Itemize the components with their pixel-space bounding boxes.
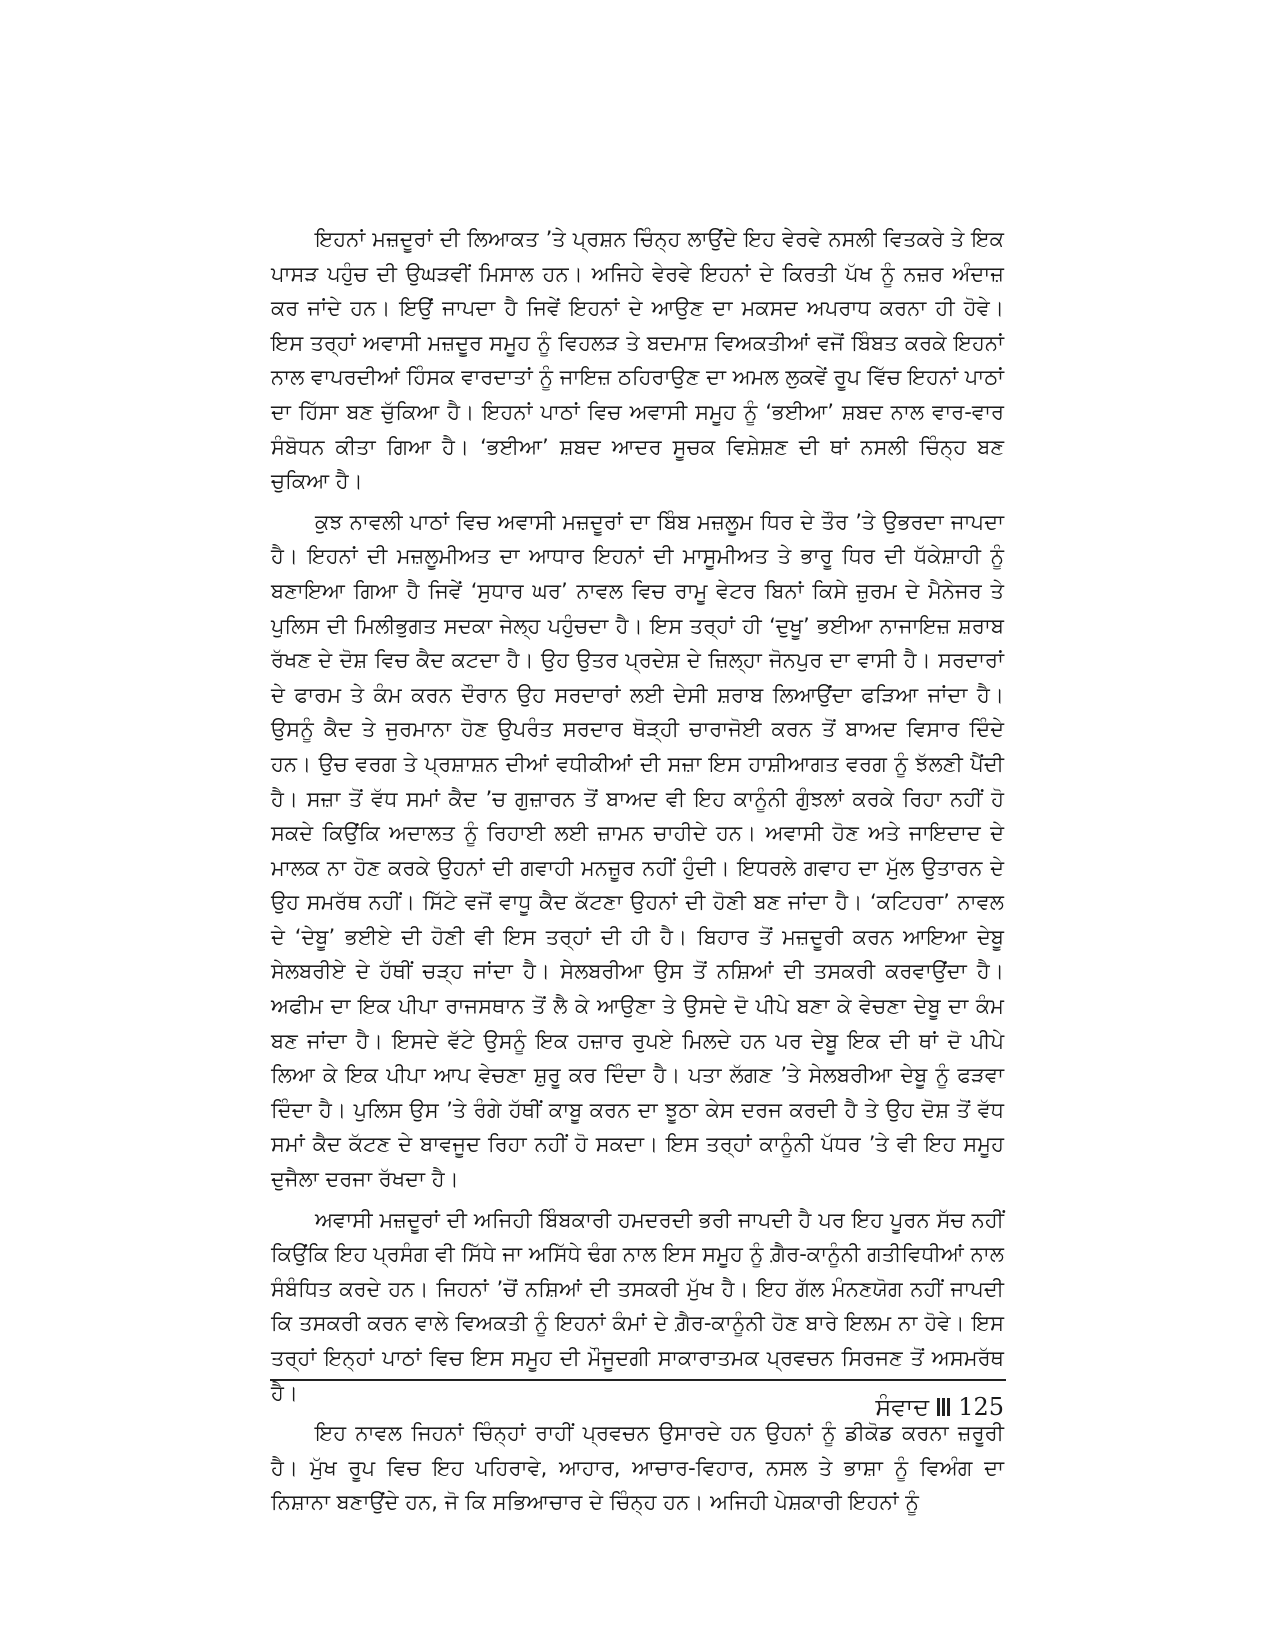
footer-divider xyxy=(270,1379,1006,1381)
page-number: 125 xyxy=(958,1393,1004,1421)
paragraph: ਇਹਨਾਂ ਮਜ਼ਦੂਰਾਂ ਦੀ ਲਿਆਕਤ ’ਤੇ ਪ੍ਰਸ਼ਨ ਚਿੰਨ੍ਹ ਲਾਉਂਦੇ ਇਹ ਵੇਰਵੇ ਨਸਲੀ ਵਿਤਕਰੇ ਤੇ ਇਕ ਪਾਸੜ ਪਹੁੰਚ ਦੀ ਉਘੜਵੀਂ ਮਿਸਾਲ ਹਨ। ਅਜਿਹੇ ਵੇਰਵੇ ਇਹਨਾਂ ਦੇ ਕਿਰਤੀ ਪੱਖ ਨੂੰ ਨਜ਼ਰ ਅੰਦਾਜ਼ ਕਰ ਜਾਂਦੇ ਹਨ। ਇਉਂ ਜਾਪਦਾ ਹੈ ਜਿਵੇਂ ਇਹਨਾਂ ਦੇ ਆਉਣ ਦਾ ਮਕਸਦ ਅਪਰਾਧ ਕਰਨਾ ਹੀ ਹੋਵੇ। ਇਸ ਤਰ੍ਹਾਂ ਅਵਾਸੀ ਮਜ਼ਦੂਰ ਸਮੂਹ ਨੂੰ ਵਿਹਲੜ ਤੇ ਬਦਮਾਸ਼ ਵਿਅਕਤੀਆਂ ਵਜੋਂ ਬਿੰਬਤ ਕਰਕੇ ਇਹਨਾਂ ਨਾਲ ਵਾਪਰਦੀਆਂ ਹਿੰਸਕ ਵਾਰਦਾਤਾਂ ਨੂੰ ਜਾਇਜ਼ ਠਹਿਰਾਉਣ ਦਾ ਅਮਲ ਲੁਕਵੇਂ ਰੂਪ ਵਿੱਚ ਇਹਨਾਂ ਪਾਠਾਂ ਦਾ ਹਿੱਸਾ ਬਣ ਚੁੱਕਿਆ ਹੈ। ਇਹਨਾਂ ਪਾਠਾਂ ਵਿਚ ਅਵਾਸੀ ਸਮੂਹ ਨੂੰ ‘ਭਈਆ’ ਸ਼ਬਦ ਨਾਲ ਵਾਰ-ਵਾਰ ਸੰਬੋਧਨ ਕੀਤਾ ਗਿਆ ਹੈ। ‘ਭਈਆ’ ਸ਼ਬਦ ਆਦਰ ਸੂਚਕ ਵਿਸ਼ੇਸ਼ਣ ਦੀ ਥਾਂ ਨਸਲੀ ਚਿੰਨ੍ਹ ਬਣ ਚੁਕਿਆ ਹੈ। xyxy=(271,227,1004,494)
body-text xyxy=(271,222,1004,1526)
paragraph: ਇਹ ਨਾਵਲ ਜਿਹਨਾਂ ਚਿੰਨ੍ਹਾਂ ਰਾਹੀਂ ਪ੍ਰਵਚਨ ਉਸਾਰਦੇ ਹਨ ਉਹਨਾਂ ਨੂੰ ਡੀਕੋਡ ਕਰਨਾ ਜ਼ਰੂਰੀ ਹੈ। ਮੁੱਖ ਰੂਪ ਵਿਚ ਇਹ ਪਹਿਰਾਵੇ, ਆਹਾਰ, ਆਚਾਰ-ਵਿਹਾਰ, ਨਸਲ ਤੇ ਭਾਸ਼ਾ ਨੂੰ ਵਿਅੰਗ ਦਾ ਨਿਸ਼ਾਨਾ ਬਣਾਉਂਦੇ ਹਨ, ਜੋ ਕਿ ਸਭਿਆਚਾਰ ਦੇ ਚਿੰਨ੍ਹ ਹਨ। ਅਜਿਹੀ ਪੇਸ਼ਕਾਰੀ ਇਹਨਾਂ ਨੂੰ xyxy=(271,1421,1004,1515)
paragraph: ਅਵਾਸੀ ਮਜ਼ਦੂਰਾਂ ਦੀ ਅਜਿਹੀ ਬਿੰਬਕਾਰੀ ਹਮਦਰਦੀ ਭਰੀ ਜਾਪਦੀ ਹੈ ਪਰ ਇਹ ਪੂਰਨ ਸੱਚ ਨਹੀਂ ਕਿਉਂਕਿ ਇਹ ਪ੍ਰਸੰਗ ਵੀ ਸਿੱਧੇ ਜਾ ਅਸਿੱਧੇ ਢੰਗ ਨਾਲ ਇਸ ਸਮੂਹ ਨੂੰ ਗ਼ੈਰ-ਕਾਨੂੰਨੀ ਗਤੀਵਿਧੀਆਂ ਨਾਲ ਸੰਬੰਧਿਤ ਕਰਦੇ ਹਨ। ਜਿਹਨਾਂ ’ਚੋਂ ਨਸ਼ਿਆਂ ਦੀ ਤਸਕਰੀ ਮੁੱਖ ਹੈ। ਇਹ ਗੱਲ ਮੰਨਣਯੋਗ ਨਹੀਂ ਜਾਪਦੀ ਕਿ ਤਸਕਰੀ ਕਰਨ ਵਾਲੇ ਵਿਅਕਤੀ ਨੂੰ ਇਹਨਾਂ ਕੰਮਾਂ ਦੇ ਗ਼ੈਰ-ਕਾਨੂੰਨੀ ਹੋਣ ਬਾਰੇ ਇਲਮ ਨਾ ਹੋਵੇ। ਇਸ ਤਰ੍ਹਾਂ ਇਨ੍ਹਾਂ ਪਾਠਾਂ ਵਿਚ ਇਸ ਸਮੂਹ ਦੀ ਮੌਜੂਦਗੀ ਸਾਕਾਰਾਤਮਕ ਪ੍ਰਵਚਨ ਸਿਰਜਣ ਤੋਂ ਅਸਮਰੱਥ ਹੈ। xyxy=(271,1207,1004,1405)
journal-name: ਸੰਵਾਦ xyxy=(875,1393,930,1421)
page-footer xyxy=(875,1392,1004,1422)
separator-bars-icon xyxy=(937,1398,950,1416)
paragraph: ਕੁਝ ਨਾਵਲੀ ਪਾਠਾਂ ਵਿਚ ਅਵਾਸੀ ਮਜ਼ਦੂਰਾਂ ਦਾ ਬਿੰਬ ਮਜ਼ਲੂਮ ਧਿਰ ਦੇ ਤੌਰ ’ਤੇ ਉਭਰਦਾ ਜਾਪਦਾ ਹੈ। ਇਹਨਾਂ ਦੀ ਮਜ਼ਲੂਮੀਅਤ ਦਾ ਆਧਾਰ ਇਹਨਾਂ ਦੀ ਮਾਸੂਮੀਅਤ ਤੇ ਭਾਰੂ ਧਿਰ ਦੀ ਧੱਕੇਸ਼ਾਹੀ ਨੂੰ ਬਣਾਇਆ ਗਿਆ ਹੈ ਜਿਵੇਂ ‘ਸੁਧਾਰ ਘਰ’ ਨਾਵਲ ਵਿਚ ਰਾਮੂ ਵੇਟਰ ਬਿਨਾਂ ਕਿਸੇ ਜ਼ੁਰਮ ਦੇ ਮੈਨੇਜਰ ਤੇ ਪੁਲਿਸ ਦੀ ਮਿਲੀਭੁਗਤ ਸਦਕਾ ਜੇਲ੍ਹ ਪਹੁੰਚਦਾ ਹੈ। ਇਸ ਤਰ੍ਹਾਂ ਹੀ ‘ਦੁਖੂ’ ਭਈਆ ਨਾਜਾਇਜ਼ ਸ਼ਰਾਬ ਰੱਖਣ ਦੇ ਦੋਸ਼ ਵਿਚ ਕੈਦ ਕਟਦਾ ਹੈ। ਉਹ ਉਤਰ ਪ੍ਰਦੇਸ਼ ਦੇ ਜ਼ਿਲ੍ਹਾ ਜੋਨਪੁਰ ਦਾ ਵਾਸੀ ਹੈ। ਸਰਦਾਰਾਂ ਦੇ ਫਾਰਮ ਤੇ ਕੰਮ ਕਰਨ ਦੌਰਾਨ ਉਹ ਸਰਦਾਰਾਂ ਲਈ ਦੇਸੀ ਸ਼ਰਾਬ ਲਿਆਉਂਦਾ ਫੜਿਆ ਜਾਂਦਾ ਹੈ। ਉਸਨੂੰ ਕੈਦ ਤੇ ਜੁਰਮਾਨਾ ਹੋਣ ਉਪਰੰਤ ਸਰਦਾਰ ਥੋੜ੍ਹੀ ਚਾਰਾਜੋਈ ਕਰਨ ਤੋਂ ਬਾਅਦ ਵਿਸਾਰ ਦਿੰਦੇ ਹਨ। ਉਚ ਵਰਗ ਤੇ ਪ੍ਰਸ਼ਾਸ਼ਨ ਦੀਆਂ ਵਧੀਕੀਆਂ ਦੀ ਸਜ਼ਾ ਇਸ ਹਾਸ਼ੀਆਗਤ ਵਰਗ ਨੂੰ ਝੱਲਣੀ ਪੈਂਦੀ ਹੈ। ਸਜ਼ਾ ਤੋਂ ਵੱਧ ਸਮਾਂ ਕੈਦ ’ਚ ਗੁਜ਼ਾਰਨ ਤੋਂ ਬਾਅਦ ਵੀ ਇਹ ਕਾਨੂੰਨੀ ਗੁੰਝਲਾਂ ਕਰਕੇ ਰਿਹਾ ਨਹੀਂ ਹੋ ਸਕਦੇ ਕਿਉਂਕਿ ਅਦਾਲਤ ਨੂੰ ਰਿਹਾਈ ਲਈ ਜ਼ਾਮਨ ਚਾਹੀਦੇ ਹਨ। ਅਵਾਸੀ ਹੋਣ ਅਤੇ ਜਾਇਦਾਦ ਦੇ ਮਾਲਕ ਨਾ ਹੋਣ ਕਰਕੇ ਉਹਨਾਂ ਦੀ ਗਵਾਹੀ ਮਨਜ਼ੂਰ ਨਹੀਂ ਹੁੰਦੀ। ਇਧਰਲੇ ਗਵਾਹ ਦਾ ਮੁੱਲ ਉਤਾਰਨ ਦੇ ਉਹ ਸਮਰੱਥ ਨਹੀਂ। ਸਿੱਟੇ ਵਜੋਂ ਵਾਧੂ ਕੈਦ ਕੱਟਣਾ ਉਹਨਾਂ ਦੀ ਹੋਣੀ ਬਣ ਜਾਂਦਾ ਹੈ। ‘ਕਟਿਹਰਾ’ ਨਾਵਲ ਦੇ ‘ਦੇਬੂ’ ਭਈਏ ਦੀ ਹੋਣੀ ਵੀ ਇਸ ਤਰ੍ਹਾਂ ਦੀ ਹੀ ਹੈ। ਬਿਹਾਰ ਤੋਂ ਮਜ਼ਦੂਰੀ ਕਰਨ ਆਇਆ ਦੇਬੂ ਸੇਲਬਰੀਏ ਦੇ ਹੱਥੀਂ ਚੜ੍ਹ ਜਾਂਦਾ ਹੈ। ਸੇਲਬਰੀਆ ਉਸ ਤੋਂ ਨਸ਼ਿਆਂ ਦੀ ਤਸਕਰੀ ਕਰਵਾਉਂਦਾ ਹੈ। ਅਫੀਮ ਦਾ ਇਕ ਪੀਪਾ ਰਾਜਸਥਾਨ ਤੋਂ ਲੈ ਕੇ ਆਉਣਾ ਤੇ ਉਸਦੇ ਦੋ ਪੀਪੇ ਬਣਾ ਕੇ ਵੇਚਣਾ ਦੇਬੂ ਦਾ ਕੰਮ ਬਣ ਜਾਂਦਾ ਹੈ। ਇਸਦੇ ਵੱਟੇ ਉਸਨੂੰ ਇਕ ਹਜ਼ਾਰ ਰੁਪਏ ਮਿਲਦੇ ਹਨ ਪਰ ਦੇਬੂ ਇਕ ਦੀ ਥਾਂ ਦੋ ਪੀਪੇ ਲਿਆ ਕੇ ਇਕ ਪੀਪਾ ਆਪ ਵੇਚਣਾ ਸ਼ੁਰੂ ਕਰ ਦਿੰਦਾ ਹੈ। ਪਤਾ ਲੱਗਣ ’ਤੇ ਸੇਲਬਰੀਆ ਦੇਬੂ ਨੂੰ ਫੜਵਾ ਦਿੰਦਾ ਹੈ। ਪੁਲਿਸ ਉਸ ’ਤੇ ਰੰਗੇ ਹੱਥੀਂ ਕਾਬੂ ਕਰਨ ਦਾ ਝੂਠਾ ਕੇਸ ਦਰਜ ਕਰਦੀ ਹੈ ਤੇ ਉਹ ਦੋਸ਼ ਤੋਂ ਵੱਧ ਸਮਾਂ ਕੈਦ ਕੱਟਣ ਦੇ ਬਾਵਜੂਦ ਰਿਹਾ ਨਹੀਂ ਹੋ ਸਕਦਾ। ਇਸ ਤਰ੍ਹਾਂ ਕਾਨੂੰਨੀ ਪੱਧਰ ’ਤੇ ਵੀ ਇਹ ਸਮੂਹ ਦੁਜੈਲਾ ਦਰਜਾ ਰੱਖਦਾ ਹੈ। xyxy=(271,509,1004,1192)
